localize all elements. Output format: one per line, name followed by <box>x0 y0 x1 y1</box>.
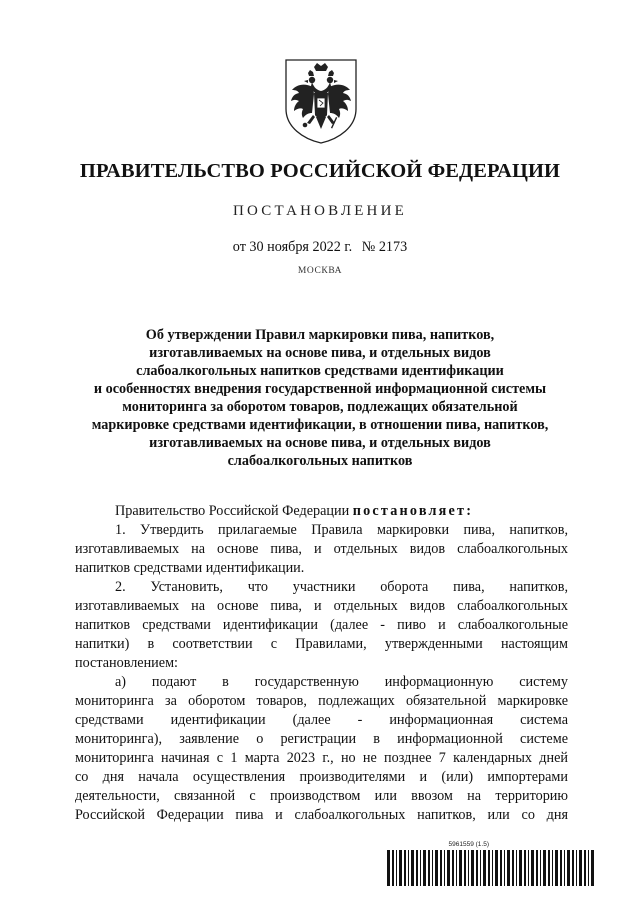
title-line: изготавливаемых на основе пива, и отдельных видов <box>149 345 491 361</box>
city-line: МОСКВА <box>297 266 343 276</box>
title-line: слабоалкогольных напитков <box>227 453 413 469</box>
body-line: изготавливаемых на основе пива, и отдельных видов слабоалкогольных <box>75 598 568 614</box>
document-date: от 30 ноября 2022 г. <box>232 239 353 255</box>
date-number-line <box>0 239 640 256</box>
title-line: изготавливаемых на основе пива, и отдельных видов <box>149 435 491 451</box>
body-line: мониторинга начиная с 1 марта 2023 г., но не позднее 7 календарных дней <box>75 750 568 766</box>
intro-prefix: Правительство Российской Федерации <box>115 503 350 519</box>
body-line: 1. Утвердить прилагаемые Правила маркировки пива, напитков, <box>115 522 568 538</box>
title-line: слабоалкогольных напитков средствами идентификации <box>136 363 504 379</box>
body-line: напитки) в соответствии с Правилами, утвержденными настоящим <box>75 636 568 652</box>
body-line: изготавливаемых на основе пива, и отдельных видов слабоалкогольных <box>75 541 568 557</box>
barcode-block <box>387 841 597 886</box>
title-line: маркировке средствами идентификации, в отношении пива, напитков, <box>91 417 549 433</box>
body-line: средствами идентификации (далее - информационная система <box>75 712 568 728</box>
body-line: напитков средствами идентификации (далее - пиво и слабоалкогольные <box>75 617 568 633</box>
title-line: Об утверждении Правил маркировки пива, напитков, <box>145 327 495 343</box>
body-line: мониторинга за оборотом товаров, подлежащих обязательной маркировке <box>75 693 568 709</box>
body-line: деятельности, связанной с производством или ввозом на территорию <box>75 788 568 804</box>
body-line: 2. Установить, что участники оборота пива, напитков, <box>115 579 568 595</box>
title-line: и особенностях внедрения государственной информационной системы <box>93 381 547 397</box>
government-heading: ПРАВИТЕЛЬСТВО РОССИЙСКОЙ ФЕДЕРАЦИИ <box>79 160 561 182</box>
body-line: мониторинга), заявление о регистрации в информационной системе <box>75 731 568 747</box>
intro-decree-word: постановляет: <box>352 503 474 519</box>
body-line: а) подают в государственную информационную систему <box>115 674 568 690</box>
title-line: мониторинга за оборотом товаров, подлежащих обязательной <box>122 399 518 415</box>
document-number: № 2173 <box>361 239 408 255</box>
body-line: постановлением: <box>75 655 178 671</box>
body-line: Российской Федерации пива и слабоалкогольных напитков, или со дня <box>75 807 568 823</box>
document-kind: ПОСТАНОВЛЕНИЕ <box>233 203 407 219</box>
intro-paragraph <box>75 502 568 520</box>
body-line: напитков средствами идентификации. <box>75 560 305 576</box>
state-emblem-icon <box>283 57 359 145</box>
barcode-caption: 5961559 (1.5) <box>448 841 489 848</box>
barcode-icon <box>387 850 597 886</box>
body-line: со дня начала осуществления производителями и (или) импортерами <box>75 769 568 785</box>
